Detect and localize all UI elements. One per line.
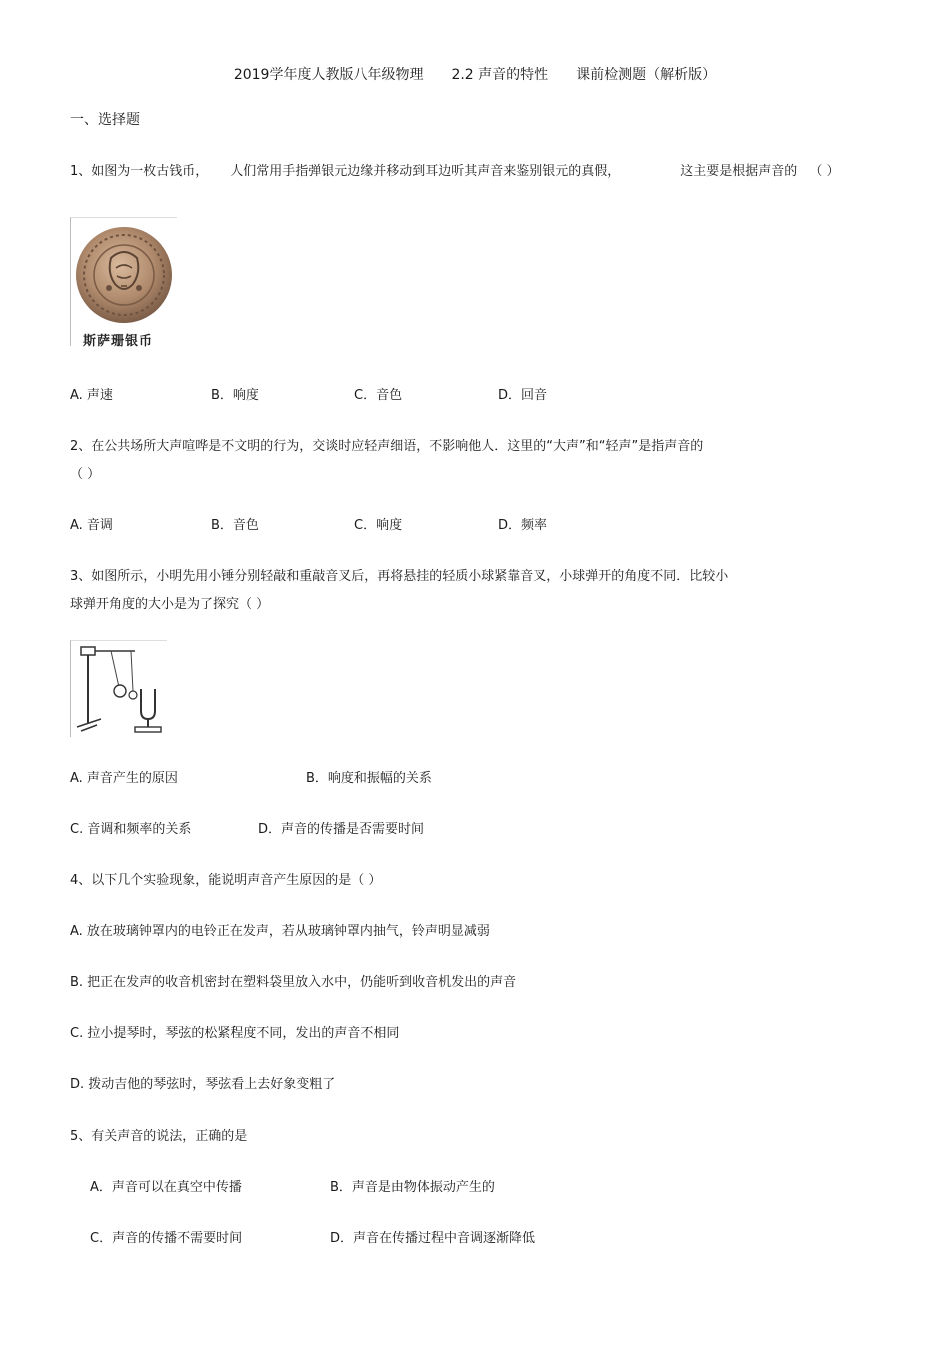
- title-part-3: 课前检测题（解析版）: [576, 67, 717, 83]
- q3-option-c[interactable]: C. 音调和频率的关系: [70, 822, 192, 837]
- q1-stem-b: 人们常用手指弹银元边缘并移动到耳边听其声音来鉴别银元的真假，: [230, 164, 621, 179]
- tuning-fork-illustration: [71, 641, 167, 737]
- question-5-stem: 5、有关声音的说法，正确的是: [70, 1129, 248, 1144]
- q4-option-a[interactable]: A. 放在玻璃钟罩内的电铃正在发声，若从玻璃钟罩内抽气，铃声明显减弱: [70, 924, 490, 939]
- q5-option-a[interactable]: A．声音可以在真空中传播: [90, 1180, 242, 1195]
- q5-option-c[interactable]: C．声音的传播不需要时间: [90, 1231, 243, 1246]
- document-title: [0, 64, 950, 84]
- tuning-fork-image: [70, 640, 167, 737]
- q2-option-d[interactable]: D．频率: [498, 518, 548, 533]
- q1-option-c[interactable]: C．音色: [354, 388, 403, 403]
- q1-stem-c: 这主要是根据声音的: [680, 164, 798, 179]
- q4-option-c[interactable]: C. 拉小提琴时，琴弦的松紧程度不同，发出的声音不相同: [70, 1026, 400, 1041]
- q1-option-d[interactable]: D．回音: [498, 388, 548, 403]
- q4-option-d[interactable]: D. 拨动吉他的琴弦时，琴弦看上去好象变粗了: [70, 1077, 336, 1092]
- q2-option-b[interactable]: B．音色: [211, 518, 259, 533]
- q1-stem-a: 1、如图为一枚古钱币，: [70, 164, 209, 179]
- coin-image: [70, 217, 177, 349]
- q2-option-a[interactable]: A. 音调: [70, 518, 113, 533]
- coin-caption: 斯萨珊银币: [83, 334, 154, 349]
- question-3-stem-line1: 3、如图所示，小明先用小锤分别轻敲和重敲音叉后，再将悬挂的轻质小球紧靠音叉，小球弹开的角度不同．比较小: [70, 569, 729, 584]
- question-2-stem-line2: （ ）: [70, 467, 101, 482]
- q5-option-b[interactable]: B．声音是由物体振动产生的: [330, 1180, 495, 1195]
- q3-option-a[interactable]: A. 声音产生的原因: [70, 771, 178, 786]
- q1-option-b[interactable]: B．响度: [211, 388, 259, 403]
- q1-option-a[interactable]: A. 声速: [70, 388, 113, 403]
- question-4-stem: 4、以下几个实验现象，能说明声音产生原因的是（ ）: [70, 873, 382, 888]
- coin-illustration: [71, 218, 177, 328]
- q3-option-d[interactable]: D．声音的传播是否需要时间: [258, 822, 425, 837]
- question-3-stem-line2: 球弹开角度的大小是为了探究（ ）: [70, 597, 270, 612]
- title-part-1: 2019学年度人教版八年级物理: [233, 67, 424, 83]
- q4-option-b[interactable]: B. 把正在发声的收音机密封在塑料袋里放入水中，仍能听到收音机发出的声音: [70, 975, 517, 990]
- q1-paren: （ ）: [809, 164, 840, 179]
- q2-option-c[interactable]: C．响度: [354, 518, 403, 533]
- title-part-2: 2.2 声音的特性: [451, 67, 549, 83]
- section-heading: 一、选择题: [70, 112, 140, 128]
- question-1-stem: [70, 160, 839, 179]
- question-2-stem-line1: 2、在公共场所大声喧哗是不文明的行为，交谈时应轻声细语，不影响他人．这里的“大声”和“轻声”是指声音的: [70, 439, 704, 454]
- q5-option-d[interactable]: D．声音在传播过程中音调逐渐降低: [330, 1231, 536, 1246]
- q3-option-b[interactable]: B．响度和振幅的关系: [306, 771, 432, 786]
